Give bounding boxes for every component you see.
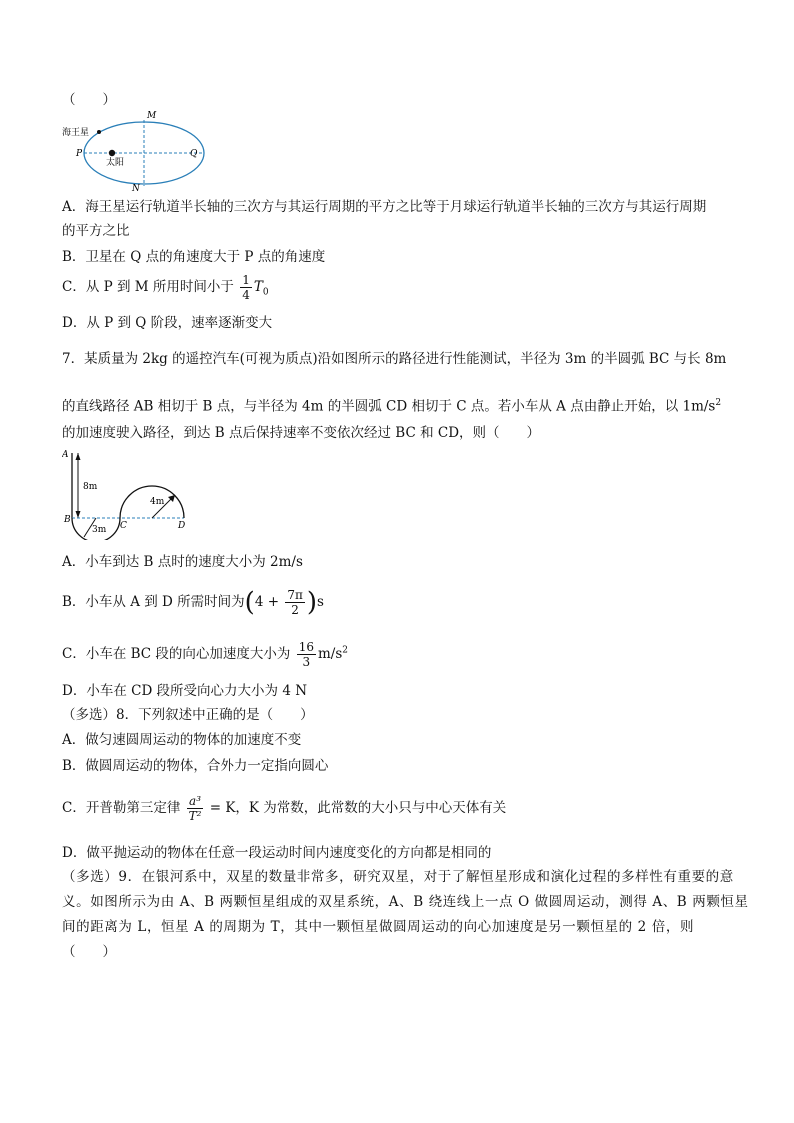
svg-text:8m: 8m: [83, 482, 98, 492]
q8-option-b: B．做圆周运动的物体，合外力一定指向圆心: [62, 758, 329, 774]
q6-option-a-line1: A．海王星运行轨道半长轴的三次方与其运行周期的平方之比等于月球运行轨道半长轴的三次方与其运行周期: [62, 199, 707, 215]
q7-stem-line1: 7．某质量为 2kg 的遥控汽车(可视为质点)沿如图所示的路径进行性能测试，半径为 3m 的半圆弧 BC 与长 8m: [62, 351, 727, 367]
svg-text:B: B: [64, 515, 71, 525]
svg-text:3m: 3m: [92, 525, 107, 535]
q7-option-d: D．小车在 CD 段所受向心力大小为 4 N: [62, 683, 308, 699]
q8-option-c-fraction: $\frac{\text{a³}}{\text{T²}}$: [188, 794, 202, 823]
svg-text:太阳: 太阳: [106, 158, 125, 168]
svg-text:P: P: [76, 149, 83, 159]
q7-option-c: C．小车在 BC 段的向心加速度大小为 $\frac{16}{3}$ $m/s^2$: [62, 640, 349, 669]
svg-text:Q: Q: [190, 149, 198, 159]
q6-option-c: C．从 P 到 M 所用时间小于 $\frac{1}{4}$ $T_0$: [62, 273, 269, 302]
q7-stem-line3: 的加速度驶入路径，到达 B 点后保持速率不变依次经过 BC 和 CD，则（ ）: [62, 425, 541, 441]
track-path-figure: [62, 448, 194, 540]
q7-option-b-fraction: $\frac{7\pi}{2}$: [287, 588, 303, 617]
q9-stem-line2: 义。如图所示为由 A、B 两颗恒星组成的双星系统，A、B 绕连线上一点 O 做圆周运动，测得 A、B 两颗恒星: [62, 894, 749, 910]
q7-option-c-fraction: $\frac{16}{3}$: [298, 640, 314, 669]
q9-stem-line3: 间的距离为 L，恒星 A 的周期为 T，其中一颗恒星做圆周运动的向心加速度是另一颗恒星的 2 倍，则: [62, 919, 695, 935]
q6-option-d: D．从 P 到 Q 阶段，速率逐渐变大: [62, 315, 273, 331]
q8-stem: （多选）8．下列叙述中正确的是（ ）: [62, 707, 314, 723]
svg-text:D: D: [178, 521, 186, 531]
q7-option-a: A．小车到达 B 点时的速度大小为 2m/s: [62, 554, 303, 570]
q8-option-c: C．开普勒第三定律 $\frac{\text{a³}}{\text{T²}}$ = K，K 为常数，此常数的大小只与中心天体有关: [62, 794, 507, 823]
q9-stem-line4: （ ）: [62, 944, 116, 960]
svg-text:4m: 4m: [150, 497, 165, 507]
q6-option-c-fraction: $\frac{1}{4}$: [242, 273, 250, 302]
q7-option-b: B．小车从 A 到 D 所需时间为(4 + $\frac{7\pi}{2}$ )s: [62, 587, 324, 618]
q6-blank: （ ）: [62, 92, 116, 108]
q8-option-d: D．做平抛运动的物体在任意一段运动时间内速度变化的方向都是相同的: [62, 845, 492, 861]
q7-stem-line2: 的直线路径 AB 相切于 B 点，与半径为 4m 的半圆弧 CD 相切于 C 点。若小车从 A 点由静止开始，以 $1m/s^2$: [62, 398, 722, 415]
svg-text:N: N: [132, 184, 140, 192]
svg-text:M: M: [147, 111, 157, 121]
ellipse-orbit-figure: [62, 110, 212, 192]
svg-text:海王星: 海王星: [62, 128, 90, 138]
svg-text:C: C: [120, 521, 127, 531]
q6-option-b: B．卫星在 Q 点的角速度大于 P 点的角速度: [62, 249, 326, 265]
svg-text:A: A: [62, 450, 69, 460]
q8-option-a: A．做匀速圆周运动的物体的加速度不变: [62, 732, 302, 748]
q6-option-a-line2: 的平方之比: [62, 223, 130, 239]
q9-stem-line1: （多选）9．在银河系中，双星的数量非常多，研究双星，对于了解恒星形成和演化过程的多样性有重要的意: [62, 869, 734, 885]
